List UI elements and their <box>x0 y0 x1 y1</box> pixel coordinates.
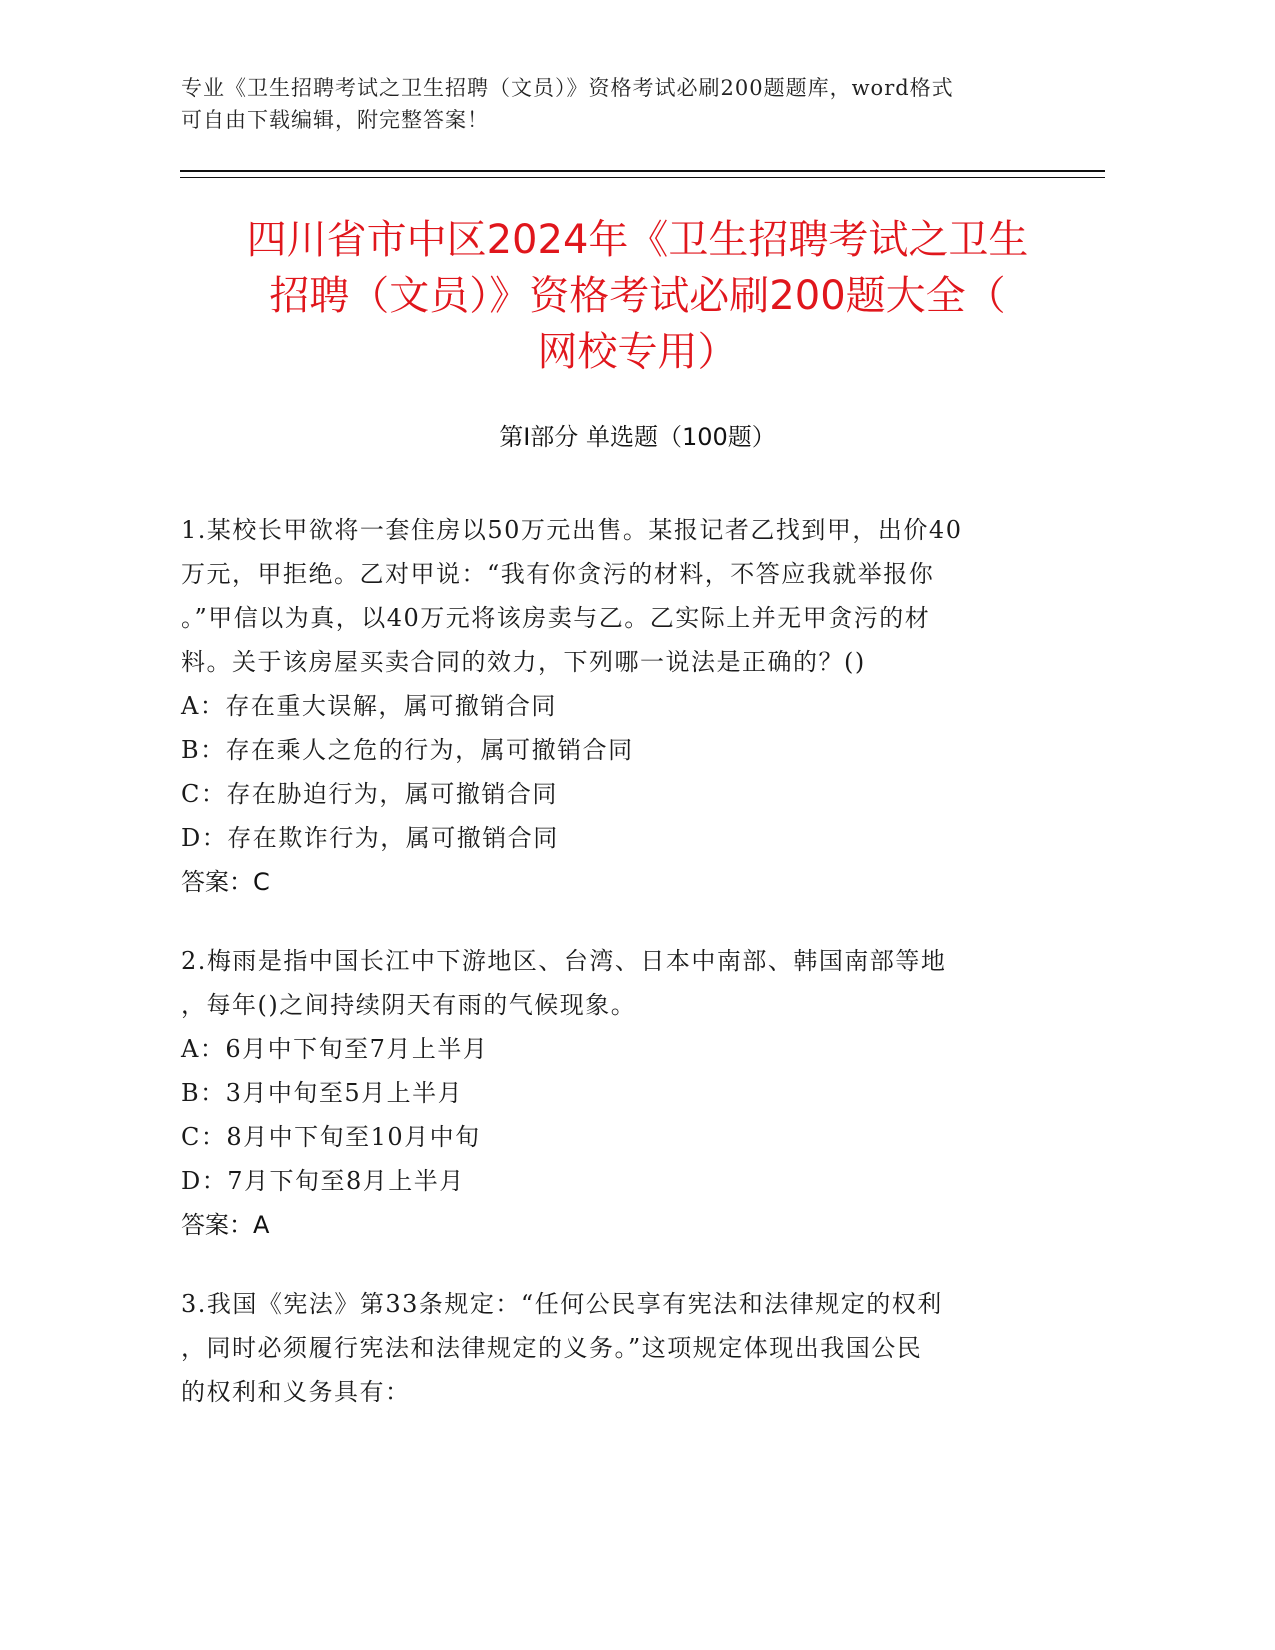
answer-line: 答案：C <box>181 868 270 896</box>
question-stem-line: ，同时必须履行宪法和法律规定的义务。”这项规定体现出我国公民 <box>181 1334 923 1362</box>
question-2 <box>181 939 1061 1247</box>
option-c: C：存在胁迫行为，属可撤销合同 <box>181 780 558 808</box>
document-title <box>150 212 1125 380</box>
title-line: 网校专用） <box>537 329 738 375</box>
header-rule-thick <box>180 170 1105 172</box>
option-d: D：存在欺诈行为，属可撤销合同 <box>181 824 559 852</box>
question-stem-line: ，每年()之间持续阴天有雨的气候现象。 <box>181 991 637 1019</box>
question-stem-line: 。”甲信以为真，以40万元将该房卖与乙。乙实际上并无甲贪污的材 <box>181 604 931 632</box>
header-rule-thin <box>180 177 1105 178</box>
option-a: A：6月中下旬至7月上半月 <box>181 1035 489 1063</box>
question-stem-line: 1.某校长甲欲将一套住房以50万元出售。某报记者乙找到甲，出价40 <box>181 516 963 544</box>
option-b: B：存在乘人之危的行为，属可撤销合同 <box>181 736 634 764</box>
question-stem-line: 3.我国《宪法》第33条规定：“任何公民享有宪法和法律规定的权利 <box>181 1290 943 1318</box>
header-note <box>181 72 1041 136</box>
question-stem-line: 料。关于该房屋买卖合同的效力，下列哪一说法是正确的？() <box>181 648 866 676</box>
option-d: D：7月下旬至8月上半月 <box>181 1167 465 1195</box>
header-note-line: 可自由下载编辑，附完整答案！ <box>181 108 489 132</box>
section-heading: 第Ⅰ部分 单选题（100题） <box>499 423 776 451</box>
option-a: A：存在重大误解，属可撤销合同 <box>181 692 557 720</box>
question-3 <box>181 1282 1061 1414</box>
question-stem-line: 2.梅雨是指中国长江中下游地区、台湾、日本中南部、韩国南部等地 <box>181 947 947 975</box>
question-1 <box>181 508 1061 904</box>
question-list <box>181 508 1061 1449</box>
answer-line: 答案：A <box>181 1211 270 1239</box>
header-note-line: 专业《卫生招聘考试之卫生招聘（文员）》资格考试必刷200题题库，word格式 <box>181 76 954 100</box>
option-c: C：8月中下旬至10月中旬 <box>181 1123 481 1151</box>
option-b: B：3月中旬至5月上半月 <box>181 1079 464 1107</box>
title-line: 招聘（文员）》资格考试必刷200题大全（ <box>269 273 1006 319</box>
question-stem-line: 万元，甲拒绝。乙对甲说：“我有你贪污的材料，不答应我就举报你 <box>181 560 935 588</box>
title-line: 四川省市中区2024年《卫生招聘考试之卫生 <box>246 217 1029 263</box>
question-stem-line: 的权利和义务具有： <box>181 1378 411 1406</box>
